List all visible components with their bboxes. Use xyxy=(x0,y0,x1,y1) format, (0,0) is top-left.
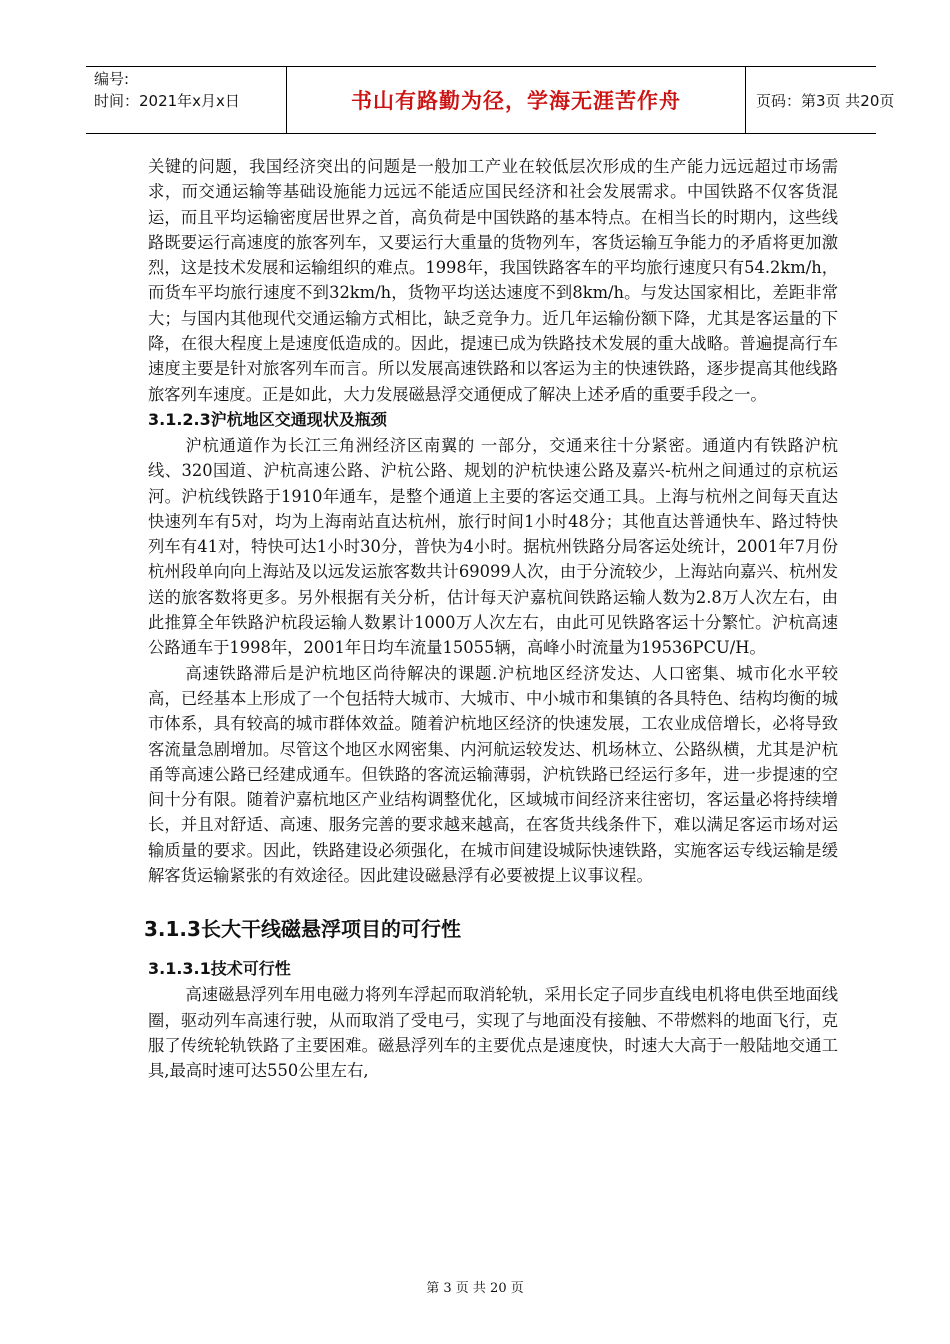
header-info-cell xyxy=(86,67,286,133)
body-paragraph: 高速铁路滞后是沪杭地区尚待解决的课题.沪杭地区经济发达、人口密集、城市化水平较高，已经基本上形成了一个包括特大城市、大城市、中小城市和集镇的各具特色、结构均衡的城市体系，具有较高的城市群体效益。随着沪杭地区经济的快速发展，工农业成倍增长，必将导致客流量急剧增加。尽管这个地区水网密集、内河航运较发达、机场林立、公路纵横，尤其是沪杭甬等高速公路已经建成通车。但铁路的客流运输薄弱，沪杭铁路已经运行多年，进一步提速的空间十分有限。随着沪嘉杭地区产业结构调整优化，区域城市间经济来往密切，客运量必将持续增长，并且对舒适、高速、服务完善的要求越来越高，在客货共线条件下，难以满足客运市场对运输质量的要求。因此，铁路建设必须强化，在城市间建设城际快速铁路，实施客运专线运输是缓解客货运输紧张的有效途径。因此建设磁悬浮有必要被提上议事议程。 xyxy=(148,663,838,886)
section-heading-3-1-3-1: 3.1.3.1技术可行性 xyxy=(148,959,291,979)
page-header-table xyxy=(86,66,895,134)
body-paragraph: 沪杭通道作为长江三角洲经济区南翼的 一部分，交通来往十分紧密。通道内有铁路沪杭线、320国道、沪杭高速公路、沪杭公路、规划的沪杭快速公路及嘉兴-杭州之间通过的京杭运河。沪杭线铁路于1910年通车，是整个通道上主要的客运交通工具。上海与杭州之间每天直达快速列车有5对，均为上海南站直达杭州，旅行时间1小时48分；其他直达普通快车、路过特快列车有41对，特快可达1小时30分，普快为4小时。据杭州铁路分局客运处统计，2001年7月份杭州段单向向上海站及以远发运旅客数共计69099人次，由于分流较少，上海站向嘉兴、杭州发送的旅客数将更多。另外根据有关分析，估计每天沪嘉杭间铁路运输人数为2.8万人次左右，由此推算全年铁路沪杭段运输人数累计1000万人次左右，由此可见铁路客运十分繁忙。沪杭高速公路通车于1998年，2001年日均车流量15055辆，高峰小时流量为19536PCU/H。 xyxy=(148,435,838,658)
document-number-label: 编号: xyxy=(94,70,130,88)
body-paragraph: 高速磁悬浮列车用电磁力将列车浮起而取消轮轨，采用长定子同步直线电机将电供至地面线圈，驱动列车高速行驶，从而取消了受电弓，实现了与地面没有接触、不带燃料的地面飞行，克服了传统轮轨铁路了主要困难。磁悬浮列车的主要优点是速度快，时速大大高于一般陆地交通工具,最高时速可达550公里左右, xyxy=(148,985,838,1081)
header-page-cell xyxy=(746,67,895,133)
header-motto-cell xyxy=(286,67,746,133)
section-heading-3-1-3: 3.1.3长大干线磁悬浮项目的可行性 xyxy=(144,917,461,942)
header-page-number: 页码：第3页 共20页 xyxy=(756,91,895,110)
body-paragraph: 关键的问题，我国经济突出的问题是一般加工产业在较低层次形成的生产能力远远超过市场需求，而交通运输等基础设施能力远远不能适应国民经济和社会发展需求。中国铁路不仅客货混运，而且平均运输密度居世界之首，高负荷是中国铁路的基本特点。在相当长的时期内，这些线路既要运行高速度的旅客列车，又要运行大重量的货物列车，客货运输互争能力的矛盾将更加激烈，这是技术发展和运输组织的难点。1998年，我国铁路客车的平均旅行速度只有54.2km/h，而货车平均旅行速度不到32km/h，货物平均送达速度不到8km/h。与发达国家相比，差距非常大；与国内其他现代交通运输方式相比，缺乏竞争力。近几年运输份额下降，尤其是客运量的下降，在很大程度上是速度低造成的。因此，提速已成为铁路技术发展的重大战略。普遍提高行车速度主要是针对旅客列车而言。所以发展高速铁路和以客运为主的快速铁路，逐步提高其他线路旅客列车速度。正是如此，大力发展磁悬浮交通便成了解决上述矛盾的重要手段之一。 xyxy=(148,157,838,404)
page-footer: 第 3 页 共 20 页 xyxy=(426,1281,524,1296)
header-motto: 书山有路勤为径，学海无涯苦作舟 xyxy=(351,89,681,113)
section-heading-3-1-2-3: 3.1.2.3沪杭地区交通现状及瓶颈 xyxy=(148,409,387,429)
document-body xyxy=(144,154,838,1084)
document-time-label: 时间：2021年x月x日 xyxy=(94,92,240,110)
